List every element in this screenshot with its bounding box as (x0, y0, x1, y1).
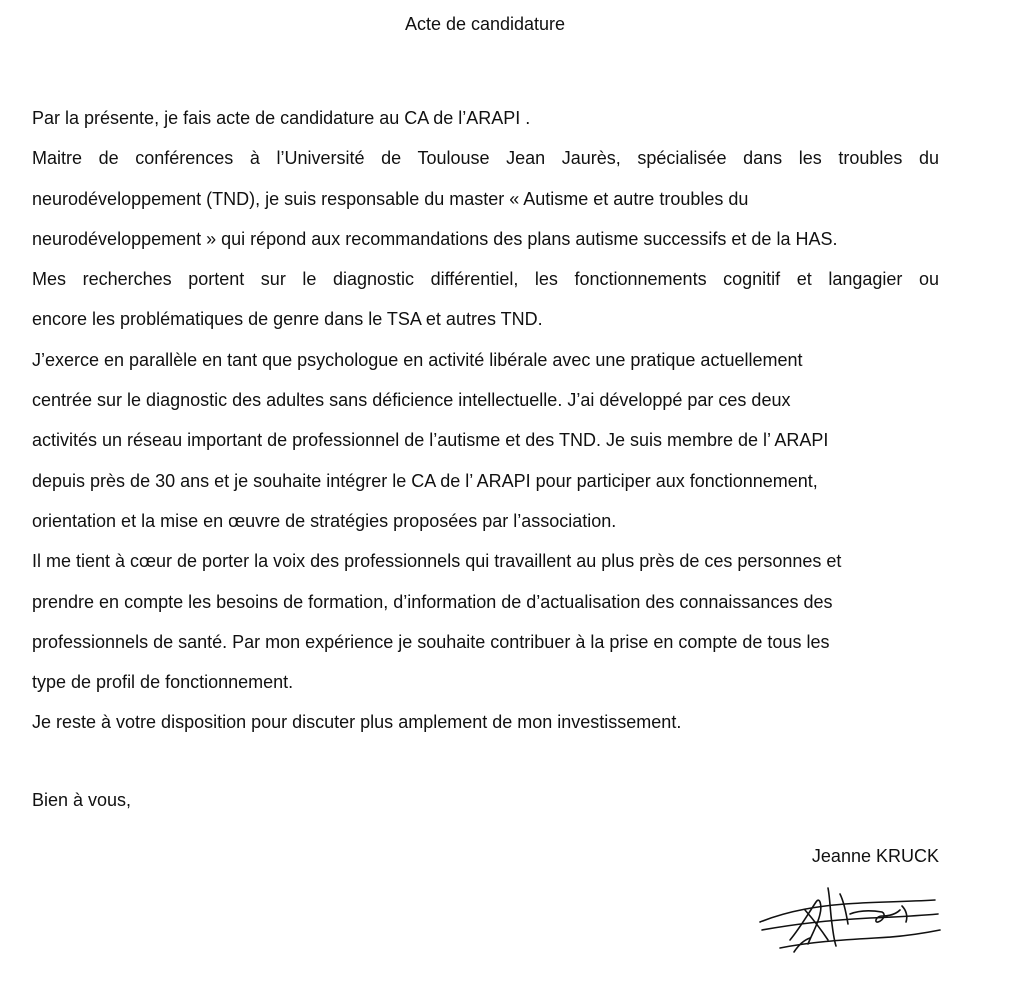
body-line: Il me tient à cœur de porter la voix des professionnels qui travaillent au plus près de ces personnes et (32, 551, 842, 572)
body-line: neurodéveloppement (TND), je suis responsable du master « Autisme et autre troubles du (32, 188, 749, 209)
body-line: J’exerce en parallèle en tant que psychologue en activité libérale avec une pratique actuellement (32, 349, 803, 370)
body-line: type de profil de fonctionnement. (32, 672, 294, 693)
body-line: Par la présente, je fais acte de candidature au CA de l’ARAPI . (32, 108, 531, 128)
document-title: Acte de candidature (404, 14, 566, 34)
body-line: orientation et la mise en œuvre de stratégies proposées par l’association. (32, 510, 617, 531)
body-line: prendre en compte les besoins de formation, d’information de d’actualisation des connaissances des (32, 591, 833, 612)
body-line: professionnels de santé. Par mon expérience je souhaite contribuer à la prise en compte de tous les (32, 631, 830, 652)
body-line: encore les problématiques de genre dans le TSA et autres TND. (32, 309, 543, 330)
body-line: centrée sur le diagnostic des adultes sans déficience intellectuelle. J’ai développé par ces deux (32, 390, 791, 411)
body-line: Mes recherches portent sur le diagnostic différentiel, les fonctionnements cognitif et langagier ou (32, 269, 939, 290)
body-line: depuis près de 30 ans et je souhaite intégrer le CA de l’ ARAPI pour participer aux fonctionnement, (32, 470, 818, 491)
signer-name: Jeanne KRUCK (811, 846, 939, 866)
body-line: Je reste à votre disposition pour discuter plus amplement de mon investissement. (32, 712, 682, 733)
body-line: activités un réseau important de professionnel de l’autisme et des TND. Je suis membre de l’ ARAPI (32, 430, 829, 451)
letter-body (32, 98, 939, 743)
body-line: neurodéveloppement » qui répond aux recommandations des plans autisme successifs et de la HAS. (32, 228, 838, 249)
closing-salutation: Bien à vous, (32, 790, 132, 810)
body-line: Maitre de conférences à l’Université de Toulouse Jean Jaurès, spécialisée dans les troubles du (32, 148, 939, 169)
handwritten-signature-icon (750, 880, 950, 960)
